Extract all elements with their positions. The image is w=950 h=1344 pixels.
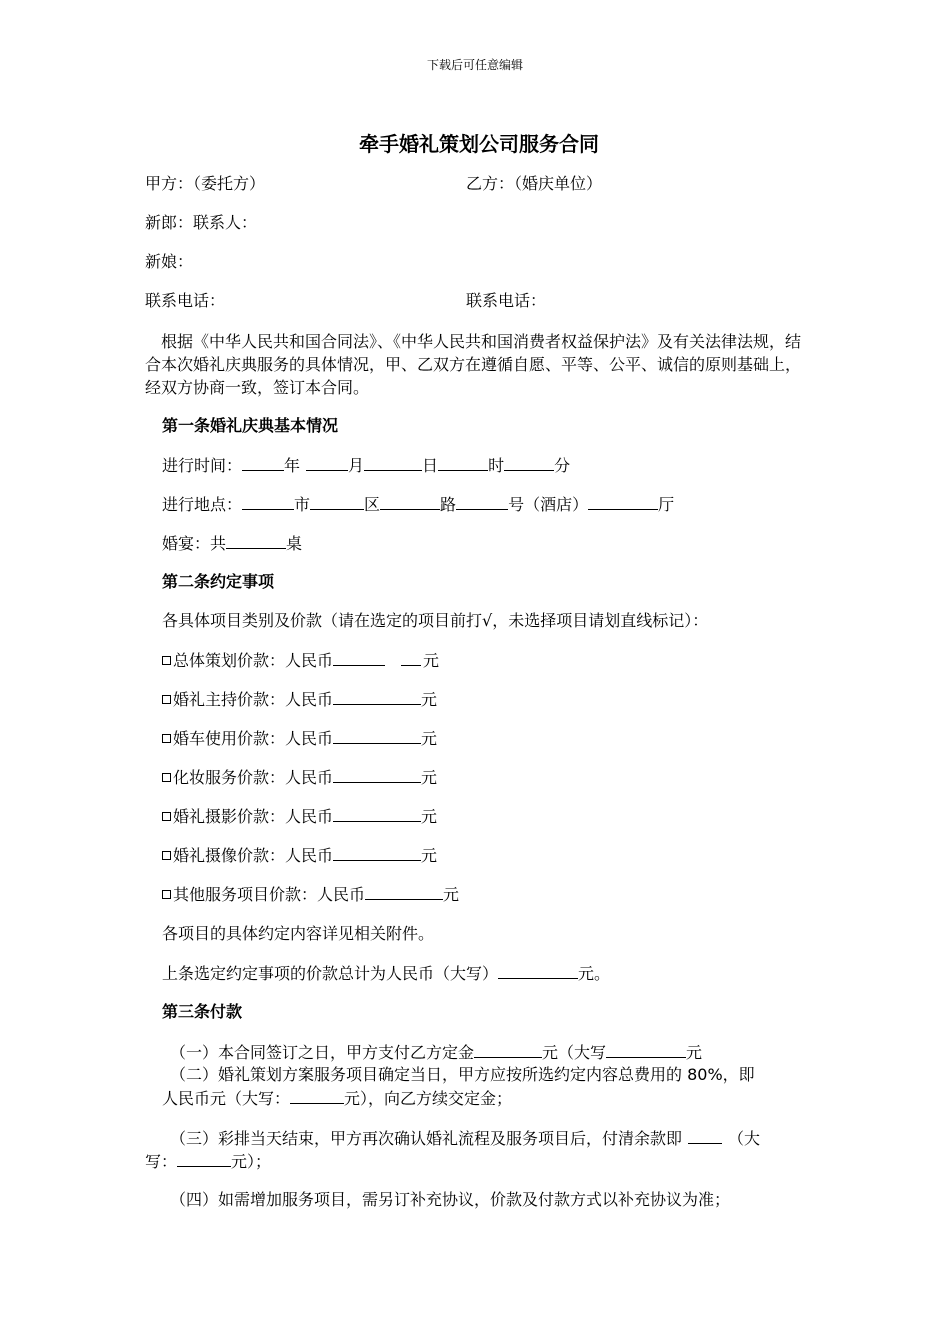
second-deposit-blank <box>290 1087 344 1104</box>
article3-heading: 第三条付款 <box>162 1002 243 1021</box>
bride-label: 新娘： <box>145 252 194 271</box>
price-item-label: 婚礼摄像价款：人民币 <box>173 846 334 865</box>
payment-clause-2: （二）婚礼策划方案服务项目确定当日，甲方应按所选约定内容总费用的 80%，即 <box>170 1065 755 1084</box>
price-item-label: 总体策划价款：人民币 <box>173 651 334 670</box>
price-item-unit: 元 <box>421 807 438 826</box>
city-blank <box>242 493 294 510</box>
groom-contact-label: 新郎：联系人： <box>145 213 258 232</box>
price-blank <box>333 727 421 744</box>
price-blank <box>333 688 421 705</box>
price-item <box>162 688 437 711</box>
payment-clause-1 <box>170 1041 702 1064</box>
header-note: 下载后可任意编辑 <box>426 58 523 72</box>
total-blank <box>498 962 578 979</box>
price-item-label: 其他服务项目价款：人民币 <box>173 885 366 904</box>
balance-blank <box>688 1127 722 1144</box>
total-suffix: 元。 <box>578 964 611 983</box>
payment-clause-4: （四）如需增加服务项目，需另订补充协议，价款及付款方式以补充协议为准； <box>170 1190 731 1209</box>
number-unit: 号（酒店） <box>508 495 589 514</box>
banquet-line <box>162 532 302 555</box>
banquet-unit: 桌 <box>286 534 303 553</box>
payment-clause-3 <box>170 1127 760 1150</box>
clause3-text-d: 元）； <box>231 1152 272 1171</box>
checkbox-icon[interactable] <box>162 812 171 821</box>
price-item-label: 化妆服务价款：人民币 <box>173 768 334 787</box>
deposit-blank <box>474 1041 542 1058</box>
price-blank <box>333 649 385 666</box>
time-line <box>162 454 570 477</box>
price-item <box>162 883 459 906</box>
clause1-text-a: （一）本合同签订之日，甲方支付乙方定金 <box>170 1043 475 1062</box>
price-item-unit: 元 <box>421 846 438 865</box>
district-unit: 区 <box>364 495 381 514</box>
checkbox-icon[interactable] <box>162 656 171 665</box>
clause2-text-c: 元），向乙方续交定金； <box>344 1089 513 1108</box>
price-item <box>162 766 437 789</box>
party-a-label: 甲方：（委托方） <box>145 174 266 193</box>
price-blank <box>333 766 421 783</box>
checkbox-icon[interactable] <box>162 734 171 743</box>
price-item-label: 婚车使用价款：人民币 <box>173 729 334 748</box>
contract-title: 牵手婚礼策划公司服务合同 <box>359 132 599 156</box>
phone-b-label: 联系电话： <box>466 291 547 310</box>
number-blank <box>456 493 508 510</box>
total-line <box>162 962 610 985</box>
hour-unit: 时 <box>488 456 505 475</box>
checkbox-icon[interactable] <box>162 695 171 704</box>
month-unit: 月 <box>348 456 365 475</box>
article1-heading: 第一条婚礼庆典基本情况 <box>162 416 339 435</box>
day-unit: 日 <box>422 456 439 475</box>
clause1-text-c: 元 <box>686 1043 703 1062</box>
price-blank <box>365 883 443 900</box>
year-blank <box>242 454 284 471</box>
price-item-label: 婚礼主持价款：人民币 <box>173 690 334 709</box>
price-item <box>162 844 437 867</box>
price-blank <box>401 649 421 666</box>
time-label: 进行时间： <box>162 456 243 475</box>
appendix-note: 各项目的具体约定内容详见相关附件。 <box>162 924 435 943</box>
clause3-text-b: （大 <box>728 1129 761 1148</box>
price-blank <box>333 844 421 861</box>
balance-words-blank <box>177 1150 231 1167</box>
checkbox-icon[interactable] <box>162 851 171 860</box>
price-item-unit: 元 <box>421 768 438 787</box>
price-item <box>162 649 439 672</box>
price-item <box>162 727 437 750</box>
article2-heading: 第二条约定事项 <box>162 572 275 591</box>
deposit-words-blank <box>606 1041 686 1058</box>
price-blank <box>333 805 421 822</box>
price-item-unit: 元 <box>423 651 440 670</box>
clause1-text-b: 元（大写 <box>542 1043 607 1062</box>
district-blank <box>310 493 364 510</box>
payment-clause-2-cont <box>162 1087 512 1110</box>
minute-blank <box>504 454 554 471</box>
price-item-unit: 元 <box>443 885 460 904</box>
place-line <box>162 493 674 516</box>
article2-intro: 各具体项目类别及价款（请在选定的项目前打√，未选择项目请划直线标记）： <box>162 611 709 630</box>
hall-unit: 厅 <box>658 495 675 514</box>
banquet-label: 婚宴：共 <box>162 534 227 553</box>
road-unit: 路 <box>440 495 457 514</box>
clause3-text-c: 写： <box>145 1152 178 1171</box>
place-label: 进行地点： <box>162 495 243 514</box>
checkbox-icon[interactable] <box>162 890 171 899</box>
party-b-label: 乙方：（婚庆单位） <box>466 174 603 193</box>
minute-unit: 分 <box>554 456 571 475</box>
tables-blank <box>226 532 286 549</box>
road-blank <box>380 493 440 510</box>
price-item-unit: 元 <box>421 729 438 748</box>
preamble-paragraph: 根据《中华人民共和国合同法》、《中华人民共和国消费者权益保护法》及有关法律法规，结合本次婚礼庆典服务的具体情况，甲、乙双方在遵循自愿、平等、公平、诚信的原则基础上，经双方协商一致，签订本合同。 <box>145 332 802 397</box>
checkbox-icon[interactable] <box>162 773 171 782</box>
payment-clause-3-cont <box>145 1150 271 1173</box>
phone-a-label: 联系电话： <box>145 291 226 310</box>
clause2-text-b: 人民币元（大写： <box>162 1089 291 1108</box>
year-unit: 年 <box>284 456 301 475</box>
price-item <box>162 805 437 828</box>
total-prefix: 上条选定约定事项的价款总计为人民币（大写） <box>162 964 499 983</box>
hall-blank <box>588 493 658 510</box>
city-unit: 市 <box>294 495 311 514</box>
price-item-unit: 元 <box>421 690 438 709</box>
clause3-text-a: （三）彩排当天结束，甲方再次确认婚礼流程及服务项目后，付清余款即 <box>170 1129 683 1148</box>
price-item-label: 婚礼摄影价款：人民币 <box>173 807 334 826</box>
hour-blank <box>438 454 488 471</box>
month-blank <box>306 454 348 471</box>
day-blank <box>364 454 422 471</box>
